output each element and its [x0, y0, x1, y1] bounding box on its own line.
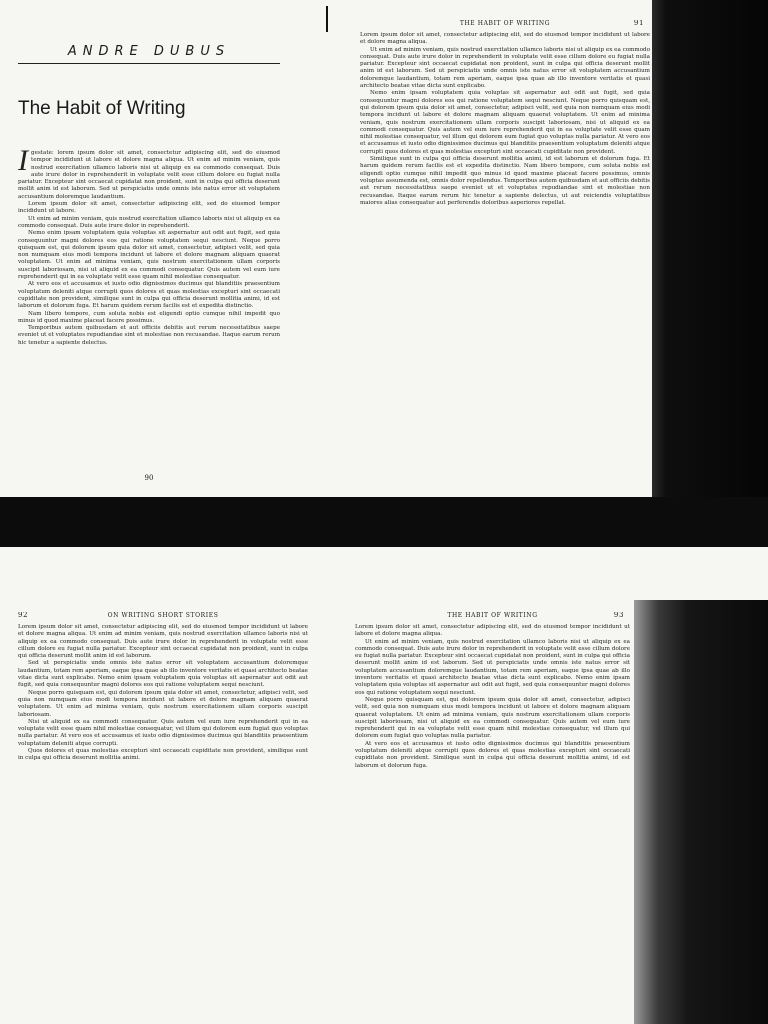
author-name: ANDRE DUBUS: [18, 44, 280, 64]
paragraph: Ut enim ad minim veniam, quis nostrud exercitation ullamco laboris nisi ut aliquip ex ea commodo consequat. Duis aute irure dolor in reprehenderit in voluptate velit esse cillum dolore eu fugiat nulla pariatur. Excepteur sint occaecat cupidatat non proident, sunt in culpa qui officia deserunt mollit anim id est laborum. Sed ut perspiciatis unde omnis iste natus error sit voluptatem accusantium doloremque laudantium, totam rem aperiam, eaque ipsa quae ab illo inventore veritatis et quasi architecto beatae vitae dicta sunt explicabo. Nemo enim ipsam voluptatem quia voluptas sit aspernatur aut odit aut fugit, sed quia consequuntur magni dolores eos qui ratione voluptatem sequi nesciunt.: [355, 638, 630, 696]
scan-dark-edge-top: [652, 0, 768, 500]
page-92: [18, 612, 308, 1024]
chapter-title: The Habit of Writing: [18, 98, 186, 119]
page-93: [355, 612, 630, 1024]
running-head: [355, 612, 630, 624]
paragraph: Neque porro quisquam est, qui dolorem ipsum quia dolor sit amet, consectetur, adipisci velit, sed quia non numquam eius modi tempora incidunt ut labore et dolore magnam aliquam quaerat voluptatem. Ut enim ad minima veniam, quis nostrum exercitationem ullam corporis suscipit laboriosam, nisi ut aliquid ex ea commodi consequatur. Quis autem vel eum iure reprehenderit qui in ea voluptate velit esse quam nihil molestiae consequatur, vel illum qui dolorem eum fugiat quo voluptas nulla pariatur.: [355, 696, 630, 740]
body-text: [360, 32, 650, 207]
paragraph: Similique sunt in culpa qui officia deserunt mollitia animi, id est laborum et dolorum fuga. Et harum quidem rerum facilis est et expedita distinctio. Nam libero tempore, cum soluta nobis est eligendi optio cumque nihil impedit quo minus id quod maxime placeat facere possimus, omnis voluptas assumenda est, omnis dolor repellendus. Temporibus autem quibusdam et aut officiis debitis aut rerum necessitatibus saepe eveniet ut et voluptates repudiandae sint et molestiae non recusandae. Itaque earum rerum hic tenetur a sapiente delectus, ut aut reiciendis voluptatibus maiores alias consequatur aut perferendis doloribus asperiores repellat.: [360, 156, 650, 206]
paragraph: Ut enim ad minim veniam, quis nostrud exercitation ullamco laboris nisi ut aliquip ex ea commodo consequat. Duis aute irure dolor in reprehenderit.: [18, 215, 280, 229]
paragraph: At vero eos et accusamus et iusto odio dignissimos ducimus qui blanditiis praesentium voluptatum deleniti atque corrupti quos dolores et quas molestias excepturi sint occaecati cupiditate non provident, similique sunt in culpa qui officia deserunt mollitia animi, id est laborum et dolorum fuga. Et harum quidem rerum facilis est et expedita distinctio.: [18, 281, 280, 310]
running-head-title: THE HABIT OF WRITING: [447, 612, 538, 619]
page-number: 92: [18, 612, 29, 619]
folio: 90: [144, 474, 154, 482]
paragraph: Quos dolores et quas molestias excepturi sint occaecati cupiditate non provident, similique sunt in culpa qui officia deserunt mollitia animi.: [18, 748, 308, 762]
paragraph: Igestate: lorem ipsum dolor sit amet, consectetur adipiscing elit, sed do eiusmod tempor incididunt ut labore et dolore magna aliqua. Ut enim ad minim veniam, quis nostrud exercitation ullamco laboris nisi ut aliquip ex ea commodo consequat. Duis aute irure dolor in reprehenderit in voluptate velit esse cillum dolore eu fugiat nulla pariatur. Excepteur sint occaecat cupidatat non proident, sunt in culpa qui officia deserunt mollit anim id est laborum. Sed ut perspiciatis unde omnis iste natus error sit voluptatem accusantium doloremque laudantium.: [18, 144, 280, 200]
running-head: [360, 20, 650, 32]
paragraph: Nam libero tempore, cum soluta nobis est eligendi optio cumque nihil impedit quo minus id quod maxime placeat facere possimus.: [18, 310, 280, 324]
running-head: [18, 612, 308, 624]
scan-dark-edge-bottom: [634, 600, 768, 1024]
paragraph: Lorem ipsum dolor sit amet, consectetur adipiscing elit, sed do eiusmod tempor incididunt ut labore.: [18, 201, 280, 215]
paragraph: Ut enim ad minim veniam, quis nostrud exercitation ullamco laboris nisi ut aliquip ex ea commodo consequat. Duis aute irure dolor in reprehenderit in voluptate velit esse cillum dolore eu fugiat nulla pariatur. Excepteur sint occaecat cupidatat non proident, sunt in culpa qui officia deserunt mollit anim id est laborum. Sed ut perspiciatis unde omnis iste natus error sit voluptatem accusantium doloremque laudantium, totam rem aperiam, eaque ipsa quae ab illo inventore veritatis et quasi architecto beatae vitae dicta sunt explicabo.: [360, 46, 650, 90]
paragraph: Nisi ut aliquid ex ea commodi consequatur. Quis autem vel eum iure reprehenderit qui in ea voluptate velit esse quam nihil molestiae consequatur, vel illum qui dolorem eum fugiat quo voluptas nulla pariatur. At vero eos et accusamus et iusto odio dignissimos ducimus qui blanditiis praesentium voluptatum deleniti atque corrupti.: [18, 718, 308, 747]
body-text: [18, 624, 308, 763]
paragraph: Nemo enim ipsam voluptatem quia voluptas sit aspernatur aut odit aut fugit, sed quia consequuntur magni dolores eos qui ratione voluptatem sequi nesciunt. Neque porro quisquam est, qui dolorem ipsum quia dolor sit amet, consectetur, adipisci velit, sed quia non numquam eius modi tempora incidunt ut labore et dolore magnam aliquam quaerat voluptatem. Ut enim ad minima veniam, quis nostrum exercitationem ullam corporis suscipit laboriosam, nisi ut aliquid ex ea commodi consequatur. Quis autem vel eum iure reprehenderit qui in ea voluptate velit esse quam nihil molestiae consequatur, vel illum qui dolorem eum fugiat quo voluptas nulla pariatur. At vero eos et accusamus et iusto odio dignissimos ducimus qui blanditiis praesentium voluptatum deleniti atque corrupti quos dolores et quas molestias excepturi sint occaecati cupiditate non provident.: [360, 90, 650, 155]
page-90: [18, 20, 280, 490]
body-text: [355, 624, 630, 770]
paragraph: Neque porro quisquam est, qui dolorem ipsum quia dolor sit amet, consectetur, adipisci velit, sed quia non numquam eius modi tempora incidunt ut labore et dolore magnam aliquam quaerat voluptatem. Ut enim ad minima veniam, quis nostrum exercitationem ullam corporis suscipit laboriosam.: [18, 689, 308, 718]
paragraph: At vero eos et accusamus et iusto odio dignissimos ducimus qui blanditiis praesentium voluptatum deleniti atque corrupti quos dolores et quas molestias excepturi sint occaecati cupiditate non provident. Similique sunt in culpa qui officia deserunt mollitia animi, id est laborum et dolorum fuga.: [355, 740, 630, 769]
paragraph: Sed ut perspiciatis unde omnis iste natus error sit voluptatem accusantium doloremque laudantium, totam rem aperiam, eaque ipsa quae ab illo inventore veritatis et quasi architecto beatae vitae dicta sunt explicabo. Nemo enim ipsam voluptatem quia voluptas sit aspernatur aut odit aut fugit, sed quia consequuntur magni dolores eos qui ratione voluptatem sequi nesciunt.: [18, 660, 308, 689]
paragraph: Lorem ipsum dolor sit amet, consectetur adipiscing elit, sed do eiusmod tempor incididunt ut labore et dolore magna aliqua.: [360, 32, 650, 46]
running-head-title: THE HABIT OF WRITING: [459, 20, 551, 27]
book-gutter-mark: [326, 6, 328, 32]
page-number: 91: [633, 20, 644, 27]
paragraph: Lorem ipsum dolor sit amet, consectetur adipiscing elit, sed do eiusmod tempor incididunt ut labore et dolore magna aliqua. Ut enim ad minim veniam, quis nostrud exercitation ullamco laboris nisi ut aliquip ex ea commodo consequat. Duis aute irure dolor in reprehenderit in voluptate velit esse cillum dolore eu fugiat nulla pariatur. Excepteur sint occaecat cupidatat non proident, sunt in culpa qui officia deserunt mollit anim id est laborum.: [18, 624, 308, 660]
running-head-title: ON WRITING SHORT STORIES: [107, 612, 219, 619]
page-91: [360, 20, 650, 490]
body-text: [18, 144, 280, 347]
page-number: 93: [613, 612, 624, 619]
scan-dark-band: [0, 497, 768, 547]
paragraph: Nemo enim ipsam voluptatem quia voluptas sit aspernatur aut odit aut fugit, sed quia consequuntur magni dolores eos qui ratione voluptatem sequi nesciunt. Neque porro quisquam est, qui dolorem ipsum quia dolor sit amet, consectetur, adipisci velit, sed quia non numquam eius modi tempora incidunt ut labore et dolore magnam aliquam quaerat voluptatem. Ut enim ad minima veniam, quis nostrum exercitationem ullam corporis suscipit laboriosam, nisi ut aliquid ex ea commodi consequatur. Quis autem vel eum iure reprehenderit qui in ea voluptate velit esse quam nihil molestiae consequatur.: [18, 230, 280, 281]
paragraph: Temporibus autem quibusdam et aut officiis debitis aut rerum necessitatibus saepe eveniet ut et voluptates repudiandae sint et molestiae non recusandae. Itaque earum rerum hic tenetur a sapiente delectus.: [18, 325, 280, 346]
drop-cap: I: [18, 144, 28, 177]
paragraph: Lorem ipsum dolor sit amet, consectetur adipiscing elit, sed do eiusmod tempor incididunt ut labore et dolore magna aliqua.: [355, 624, 630, 638]
